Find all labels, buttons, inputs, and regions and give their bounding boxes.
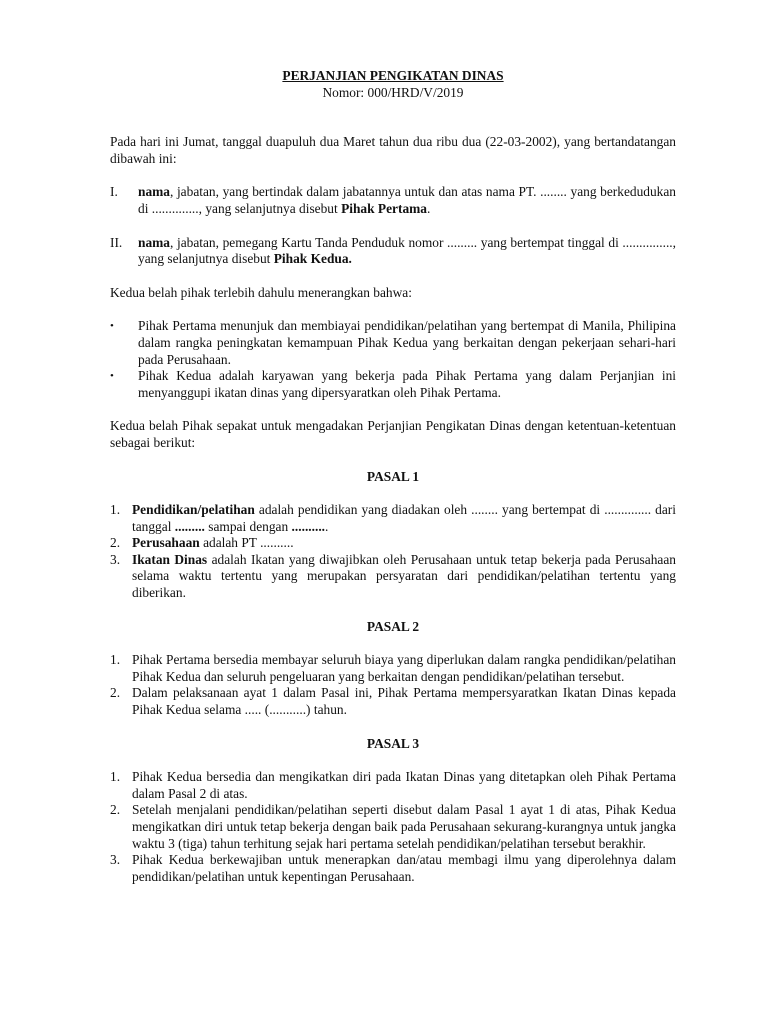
party-text: nama, jabatan, yang bertindak dalam jabatannya untuk dan atas nama PT. ........ yang berkedudukan di .............., yang selanjutnya disebut Pihak Pertama. (138, 184, 676, 216)
bullet-item (110, 318, 676, 368)
item-term: Pendidikan/pelatihan (132, 502, 255, 518)
party-first (110, 184, 676, 217)
pasal-2-heading: PASAL 2 (366, 618, 420, 634)
item-number: 2. (110, 535, 121, 551)
document-title: PERJANJIAN PENGIKATAN DINAS (282, 68, 504, 83)
item-number: 2. (110, 685, 121, 701)
item-number: 2. (110, 802, 121, 818)
item-text: Dalam pelaksanaan ayat 1 dalam Pasal ini, Pihak Pertama mempersyaratkan Ikatan Dinas kepada Pihak Kedua selama ..... (...........) tahun. (132, 685, 676, 718)
pasal-1-item (110, 552, 676, 602)
bullet-dot: • (110, 370, 114, 383)
pasal-1-heading: PASAL 1 (366, 468, 420, 484)
pasal-2-item (110, 685, 676, 718)
party-role: Pihak Pertama (341, 200, 427, 216)
item-number: 3. (110, 551, 121, 567)
item-number: 1. (110, 502, 121, 518)
party-second (110, 235, 676, 268)
item-text: Ikatan Dinas adalah Ikatan yang diwajibkan oleh Perusahaan untuk tetap bekerja pada Perusahaan selama waktu tertentu yang merupakan persyaratan dari pendidikan/pelatihan tertentu yang diberikan. (132, 551, 676, 601)
item-text: Setelah menjalani pendidikan/pelatihan seperti disebut dalam Pasal 1 ayat 1 di atas, Pihak Kedua mengikatkan diri untuk tetap bekerja dengan baik pada Perusahaan sekurang-kurangnya untuk jangka waktu 3 (tiga) tahun terhitung sejak hari pertama setelah pendidikan/pelatihan tersebut berakhir. (132, 802, 676, 851)
agree-intro: Kedua belah Pihak sepakat untuk mengadakan Perjanjian Pengikatan Dinas dengan ketentuan-ketentuan sebagai berikut: (110, 418, 676, 450)
item-number: 3. (110, 852, 121, 868)
item-text: Pihak Pertama bersedia membayar seluruh biaya yang diperlukan dalam rangka pendidikan/pelatihan Pihak Kedua dan seluruh pengeluaran yang berkaitan dengan pendidikan/pelatihan tersebut. (132, 652, 676, 684)
pasal-1-item (110, 535, 676, 552)
item-number: 1. (110, 652, 121, 668)
bullet-text: Pihak Kedua adalah karyawan yang bekerja pada Pihak Pertama yang dalam Perjanjian ini menyanggupi ikatan dinas yang dipersyaratkan oleh Pihak Pertama. (138, 368, 676, 400)
pasal-3-item (110, 802, 676, 852)
item-number: 1. (110, 769, 121, 785)
bullet-item (110, 368, 676, 401)
opening-paragraph: Pada hari ini Jumat, tanggal duapuluh dua Maret tahun dua ribu dua (22-03-2002), yang bertandatangan dibawah ini: (110, 134, 676, 166)
pasal-3-item (110, 852, 676, 885)
party-name: nama (138, 184, 170, 200)
explain-intro: Kedua belah pihak terlebih dahulu menerangkan bahwa: (110, 284, 412, 300)
item-text: Pihak Kedua berkewajiban untuk menerapkan dan/atau membagi ilmu yang diperolehnya dalam pendidikan/pelatihan untuk kepentingan Perusahaan. (132, 852, 676, 884)
item-text: Perusahaan adalah PT .......... (132, 535, 294, 551)
party-text: nama, jabatan, pemegang Kartu Tanda Penduduk nomor ......... yang bertempat tinggal di ..............., yang selanjutnya disebut Pihak Kedua. (138, 234, 676, 267)
pasal-1-item (110, 502, 676, 535)
pasal-3-item (110, 769, 676, 802)
item-term: Ikatan Dinas (132, 551, 208, 567)
party-numeral: I. (110, 184, 118, 200)
pasal-2-item (110, 652, 676, 685)
pasal-3-heading: PASAL 3 (366, 735, 420, 751)
bullet-dot: • (110, 320, 114, 333)
party-name: nama (138, 234, 170, 250)
document-number: Nomor: 000/HRD/V/2019 (322, 84, 464, 100)
item-text: Pihak Kedua bersedia dan mengikatkan diri pada Ikatan Dinas yang ditetapkan oleh Pihak Pertama dalam Pasal 2 di atas. (132, 769, 676, 801)
party-role: Pihak Kedua. (273, 251, 352, 267)
party-numeral: II. (110, 234, 123, 250)
bullet-text: Pihak Pertama menunjuk dan membiayai pendidikan/pelatihan yang bertempat di Manila, Philipina dalam rangka peningkatan kemampuan Pihak Kedua yang berkaitan dengan pekerjaan sehari-hari pada Perusahaan. (138, 318, 676, 367)
item-term: Perusahaan (132, 535, 200, 551)
item-text: Pendidikan/pelatihan adalah pendidikan yang diadakan oleh ........ yang bertempat di .............. dari tanggal ......... sampai dengan ........... (132, 502, 676, 534)
